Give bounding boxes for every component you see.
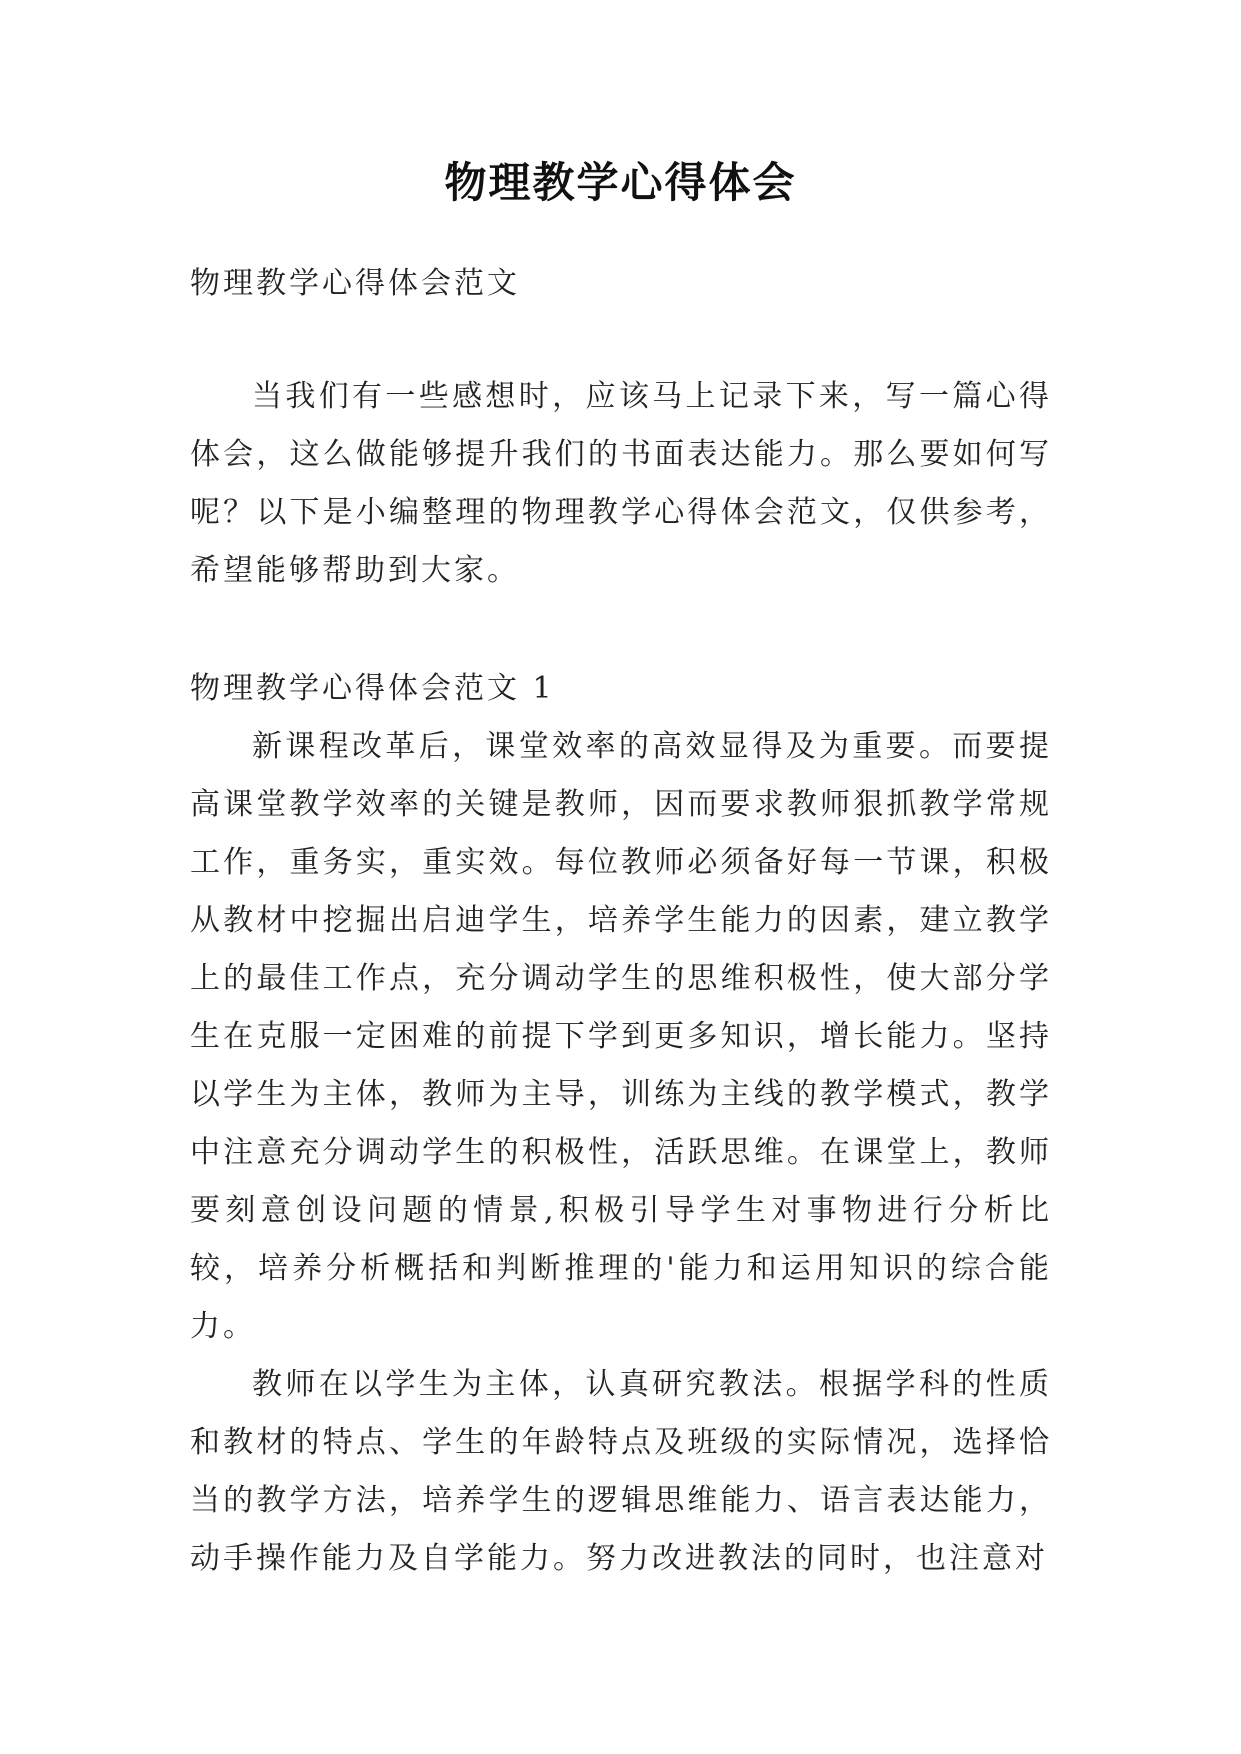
- document-body: [190, 255, 1052, 1588]
- body-paragraph-1: 新课程改革后，课堂效率的高效显得及为重要。而要提高课堂教学效率的关键是教师，因而要求教师狠抓教学常规工作，重务实，重实效。每位教师必须备好每一节课，积极从教材中挖掘出启迪学生，培养学生能力的因素，建立教学上的最佳工作点，充分调动学生的思维积极性，使大部分学生在克服一定困难的前提下学到更多知识，增长能力。坚持以学生为主体，教师为主导，训练为主线的教学模式，教学中注意充分调动学生的积极性，活跃思维。在课堂上，教师要刻意创设问题的情景,积极引导学生对事物进行分析比较，培养分析概括和判断推理的'能力和运用知识的综合能力。: [190, 729, 1052, 1344]
- body-paragraph-2: 教师在以学生为主体，认真研究教法。根据学科的性质和教材的特点、学生的年龄特点及班级的实际情况，选择恰当的教学方法，培养学生的逻辑思维能力、语言表达能力，动手操作能力及自学能力。努力改进教法的同时，也注意对: [190, 1367, 1052, 1576]
- section-heading: 物理教学心得体会范文 1: [190, 671, 555, 706]
- document-title: 物理教学心得体会: [444, 158, 797, 207]
- intro-paragraph: 当我们有一些感想时，应该马上记录下来，写一篇心得体会，这么做能够提升我们的书面表达能力。那么要如何写呢？以下是小编整理的物理教学心得体会范文，仅供参考，希望能够帮助到大家。: [190, 379, 1052, 588]
- document-subtitle: 物理教学心得体会范文: [190, 266, 520, 301]
- spacer: [190, 313, 1052, 368]
- spacer: [190, 600, 1052, 660]
